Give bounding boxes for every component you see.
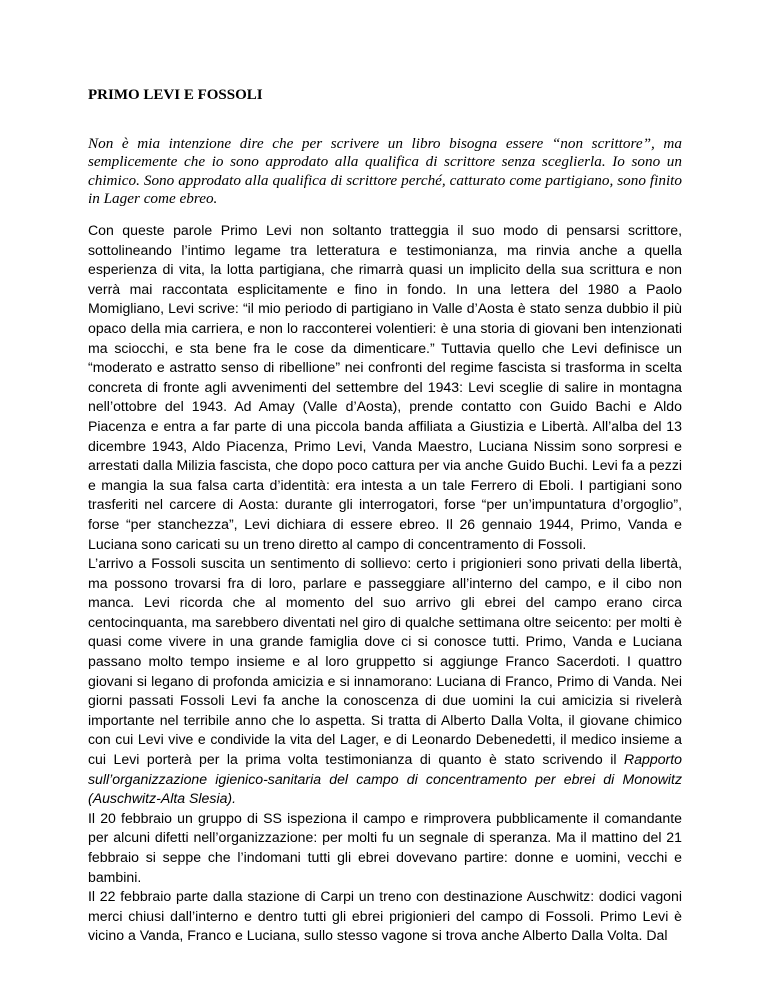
body-paragraph: Il 22 febbraio parte dalla stazione di Carpi un treno con destinazione Auschwitz: dodici vagoni merci chiusi dall’interno e dentro tutti gli ebrei prigionieri del campo di Fossoli. Primo Levi è vicino a Vanda, Franco e Luciana, sullo stesso vagone si trova anche Alberto Dalla Volta. Dal: [88, 888, 682, 944]
epigraph-quote: Non è mia intenzione dire che per scrivere un libro bisogna essere “non scrittore”, ma semplicemente che io sono approdato alla qualifica di scrittore senza sceglierla. Io sono un chimico. Sono approdato alla qualifica di scrittore perché, catturato come partigiano, sono finito in Lager come ebreo.: [88, 135, 682, 208]
report-title-italic: Rapporto sull’organizzazione igienico-sanitaria del campo di concentramento per ebrei di Monowitz (Auschwitz-Alta Slesia).: [88, 751, 682, 807]
body-paragraph: Con queste parole Primo Levi non soltanto tratteggia il suo modo di pensarsi scrittore, sottolineando l’intimo legame tra letteratura e testimonianza, ma rinvia anche a quella esperienza di vita, la lotta partigiana, che rimarrà quasi un implicito della sua scrittura e non verrà mai raccontata esplicitamente e fino in fondo. In una lettera del 1980 a Paolo Momigliano, Levi scrive: “il mio periodo di partigiano in Valle d’Aosta è stato senza dubbio il più opaco della mia carriera, e non lo racconterei volentieri: è una storia di giovani ben intenzionati ma sciocchi, e sta bene fra le cose da dimenticare.” Tuttavia quello che Levi definisce un “moderato e astratto senso di ribellione” nei confronti del regime fascista si trasforma in scelta concreta di fronte agli avvenimenti del settembre del 1943: Levi sceglie di salire in montagna nell’ottobre del 1943. Ad Amay (Valle d’Aosta), prende contatto con Guido Bachi e Aldo Piacenza e entra a far parte di una piccola banda affiliata a Giustizia e Libertà. All’alba del 13 dicembre 1943, Aldo Piacenza, Primo Levi, Vanda Maestro, Luciana Nissim sono sorpresi e arrestati dalla Milizia fascista, che dopo poco cattura per via anche Guido Buchi. Levi fa a pezzi e mangia la sua falsa carta d’identità: era intesta a un tale Ferrero di Eboli. I partigiani sono trasferiti nel carcere di Aosta: durante gli interrogatori, forse “per un’impuntatura d’orgoglio”, forse “per stanchezza”, Levi dichiara di essere ebreo. Il 26 gennaio 1944, Primo, Vanda e Luciana sono caricati su un treno diretto al campo di concentramento di Fossoli.: [88, 222, 682, 552]
body-paragraph: Il 20 febbraio un gruppo di SS ispeziona il campo e rimprovera pubblicamente il comandante per alcuni difetti nell’organizzazione: per molti fu un segnale di speranza. Ma il mattino del 21 febbraio si seppe che l’indomani tutti gli ebrei dovevano partire: donne e uomini, vecchi e bambini.: [88, 809, 682, 885]
body-paragraph: [88, 554, 682, 809]
document-body: [88, 221, 682, 946]
paragraph-text: L’arrivo a Fossoli suscita un sentimento di sollievo: certo i prigionieri sono privati della libertà, ma possono trovarsi fra di loro, parlare e passeggiare all’interno del campo, e il cibo non manca. Levi ricorda che al momento del suo arrivo gli ebrei del campo erano circa centocinquanta, ma sarebbero diventati nel giro di qualche settimana oltre seicento: per molti è quasi come vivere in una grande famiglia dove ci si conosce tutti. Primo, Vanda e Luciana passano molto tempo insieme e al loro gruppetto si aggiunge Franco Sacerdoti. I quattro giovani si legano di profonda amicizia e si innamorano: Luciana di Franco, Primo di Vanda. Nei giorni passati Fossoli Levi fa anche la conoscenza di due uomini la cui amicizia si rivelerà importante nel terribile anno che lo aspetta. Si tratta di Alberto Dalla Volta, il giovane chimico con cui Levi vive e condivide la vita del Lager, e di Leonardo Debenedetti, il medico insieme a cui Levi porterà per la prima volta testimonianza di quanto è stato scrivendo il: [88, 555, 682, 768]
document-title: PRIMO LEVI E FOSSOLI: [88, 87, 263, 103]
